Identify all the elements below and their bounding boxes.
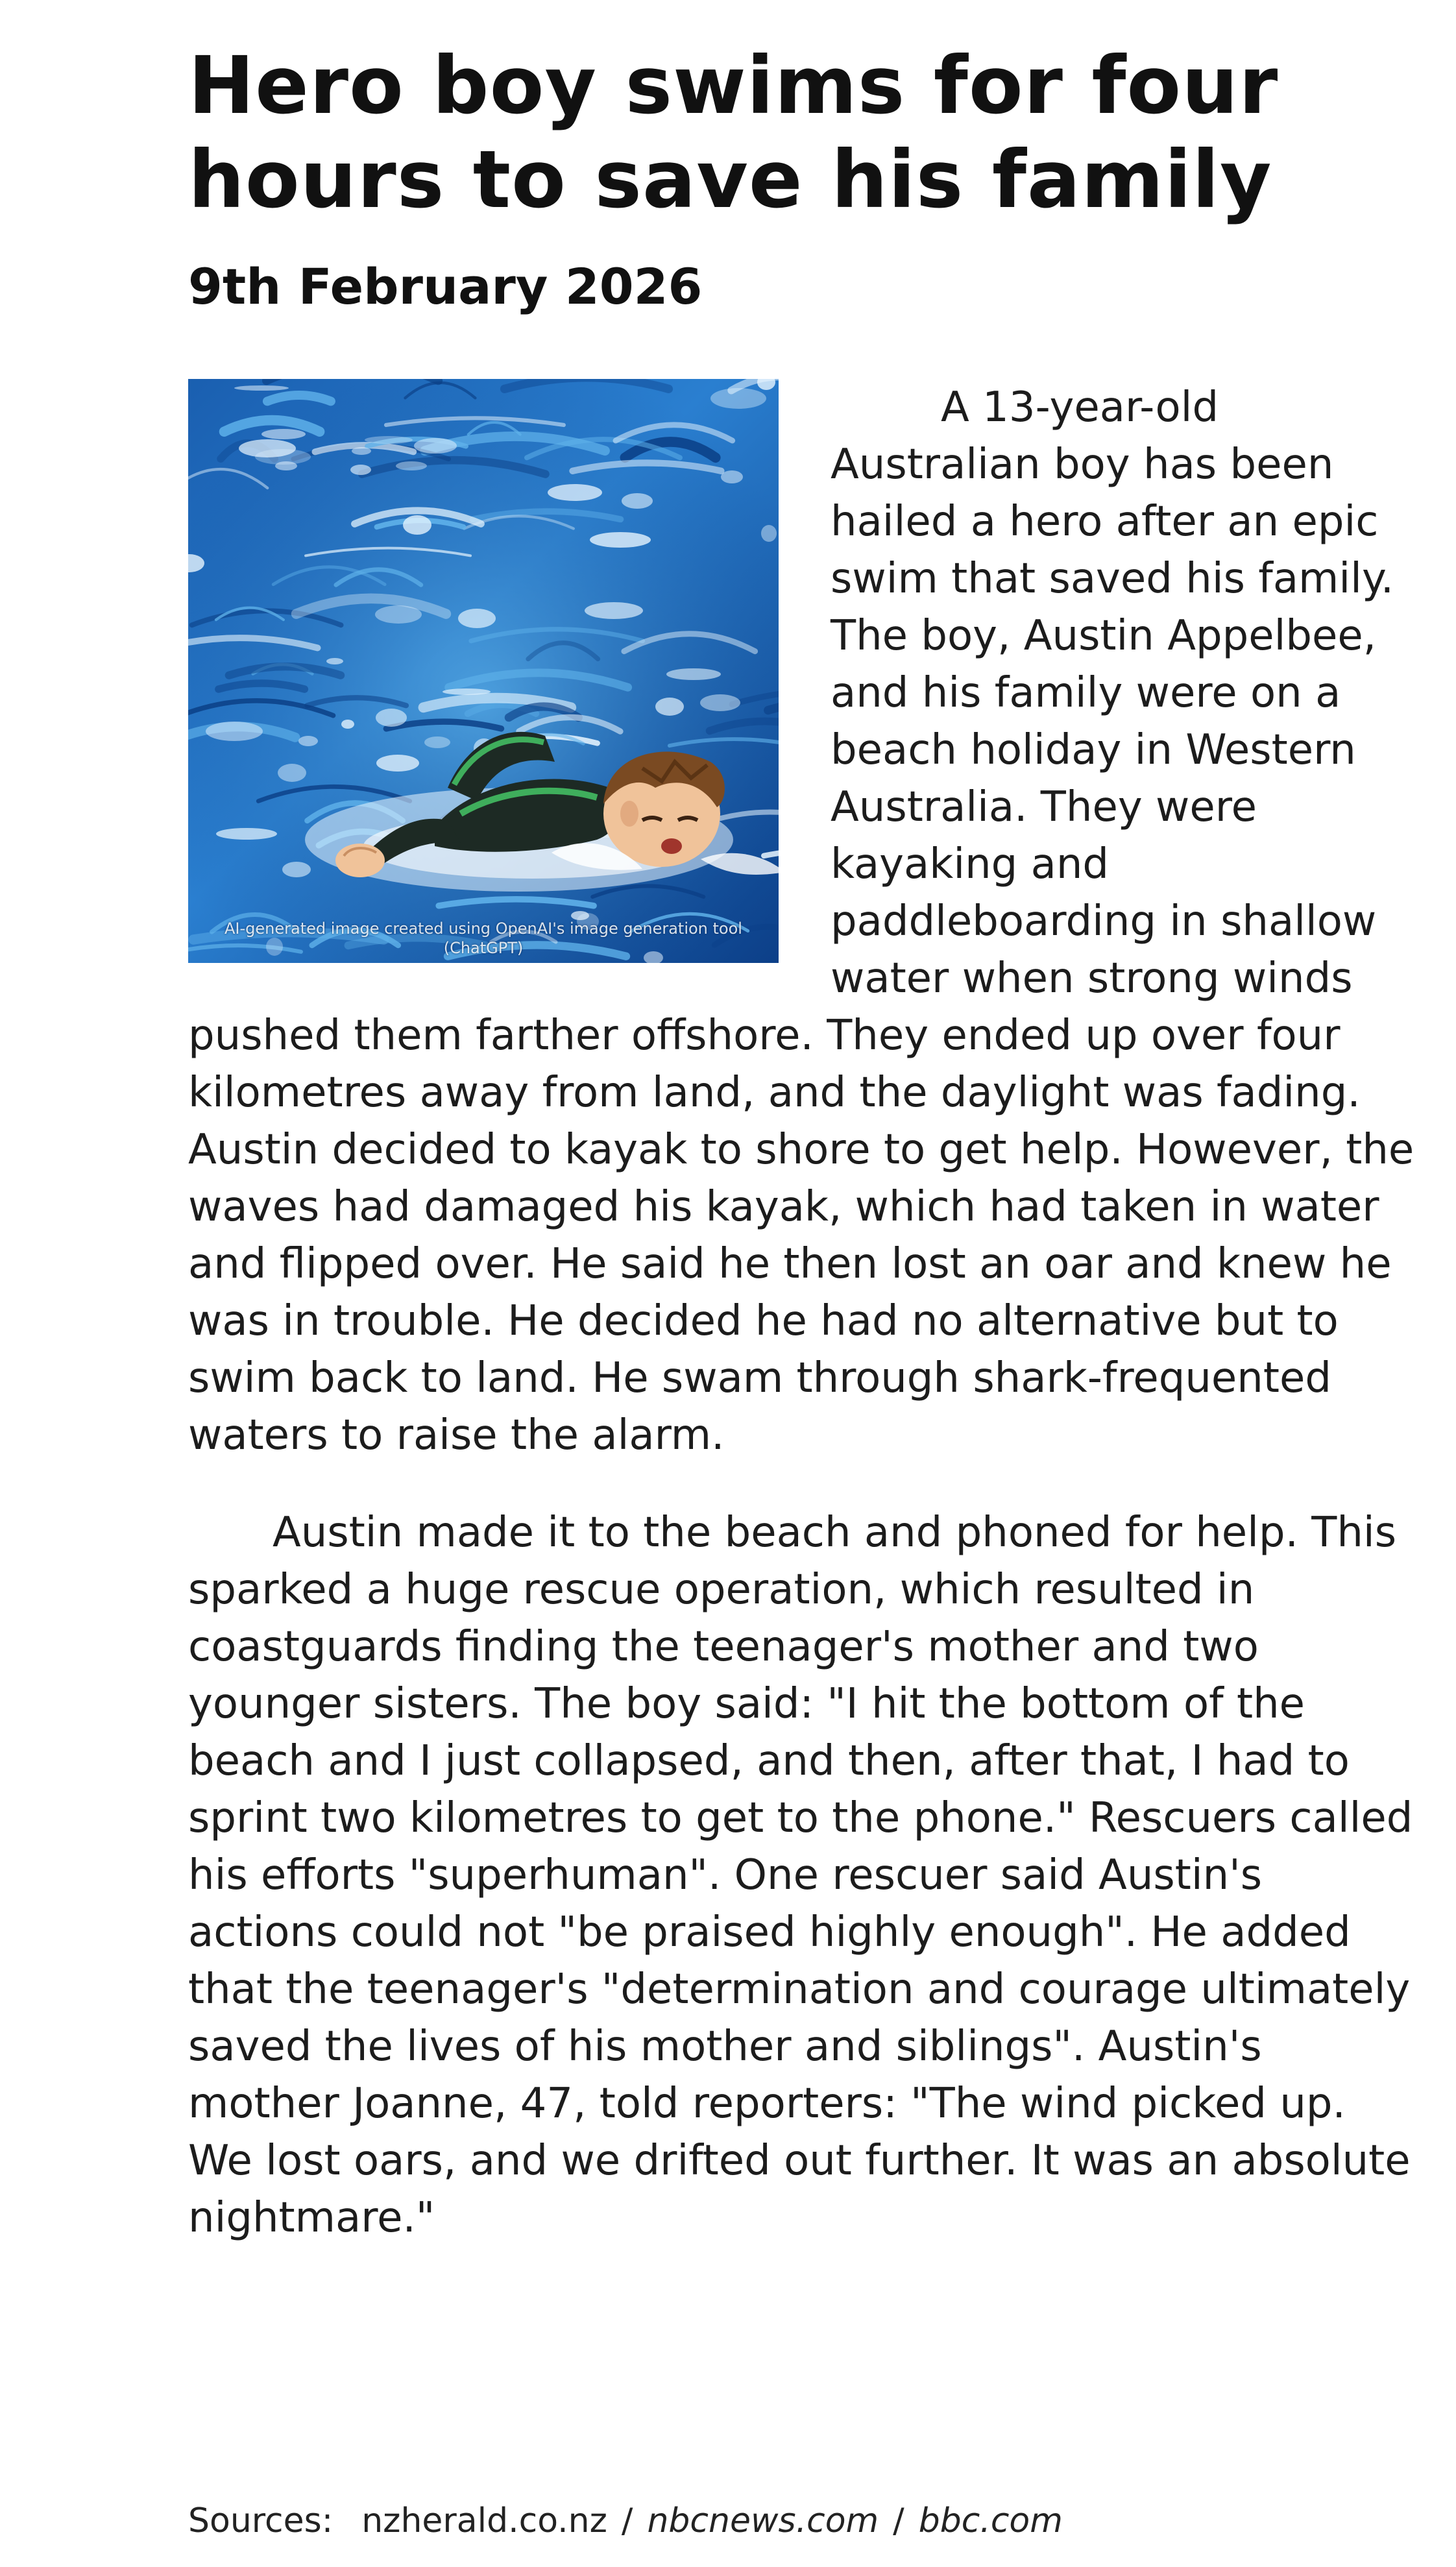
- foam-patch: [282, 862, 311, 877]
- foam-patch: [365, 436, 413, 444]
- foam-patch: [396, 461, 427, 470]
- paragraph-2: Austin made it to the beach and phoned for help. This sparked a huge rescue operation, which resulted in coastguards finding the teenager's mother and two younger sisters. The boy said: "I hit the bottom of the beach and I just collapsed, and then, after that, I had to sprint two kilometres to get to the phone." Rescuers called his efforts "superhuman". One rescuer said Austin's actions could not "be praised highly enough". He added that the teenager's "determination and courage ultimately saved the lives of his mother and siblings". Austin's mother Joanne, 47, told reporters: "The wind picked up. We lost oars, and we drifted out further. It was an absolute nightmare.": [188, 1509, 1413, 2242]
- foam-patch: [424, 736, 450, 748]
- foam-patch: [376, 709, 407, 727]
- foam-patch: [278, 764, 306, 782]
- foam-patch: [341, 720, 354, 729]
- foam-patch: [590, 532, 651, 548]
- paragraph-1: A 13-year-old Australian boy has been hailed a hero after an epic swim that saved his family. The boy, Austin Appelbee, and his family were on a beach holiday in Western Australia. They were kayaking and paddleboarding in shallow water when strong winds pushed them farther offshore. They ended up over four kilometres away from land, and the daylight was fading. Austin decided to kayak to shore to get help. However, the waves had damaged his kayak, which had taken in water and flipped over. He said he then lost an oar and knew he was in trouble. He decided he had no alternative but to swim back to land. He swam through shark-frequented waters to raise the alarm.: [188, 383, 1414, 1459]
- article-page: [188, 39, 1421, 2540]
- source-separator: /: [893, 2501, 904, 2540]
- foam-patch: [761, 525, 777, 542]
- foam-patch: [350, 465, 371, 475]
- foam-patch: [326, 658, 343, 664]
- foam-patch: [700, 694, 740, 711]
- source-bbc: bbc.com: [918, 2501, 1063, 2540]
- foam-patch: [216, 828, 277, 840]
- article-date: 9th February 2026: [188, 258, 703, 315]
- foam-patch: [458, 609, 496, 628]
- foam-patch: [443, 688, 491, 695]
- foam-patch: [710, 388, 766, 409]
- foam-patch: [622, 493, 653, 509]
- image-caption: AI-generated image created using OpenAI's image generation tool (ChatGPT): [224, 919, 742, 957]
- foam-patch: [721, 470, 743, 483]
- foam-patch: [666, 668, 721, 680]
- headline: Hero boy swims for four hours to save his family: [188, 40, 1279, 226]
- foam-patch: [548, 484, 602, 501]
- source-separator: /: [621, 2501, 633, 2540]
- foam-patch: [403, 515, 431, 535]
- foam-patch: [376, 755, 419, 772]
- foam-patch: [298, 736, 318, 746]
- sources-line: [188, 2498, 1063, 2544]
- source-nzherald: nzherald.co.nz: [361, 2501, 607, 2540]
- foam-patch: [655, 698, 684, 716]
- foam-patch: [261, 429, 306, 439]
- swimmer-image: [188, 379, 779, 963]
- foam-patch: [585, 602, 643, 619]
- source-nbcnews: nbcnews.com: [647, 2501, 879, 2540]
- foam-patch: [234, 385, 289, 391]
- sources-label: Sources:: [188, 2501, 334, 2540]
- foam-patch: [375, 605, 422, 624]
- foam-patch: [414, 438, 457, 454]
- article-body: [188, 379, 1421, 2246]
- swimmer-illustration: [188, 379, 779, 963]
- foam-patch: [255, 449, 311, 465]
- foam-patch: [206, 722, 263, 741]
- foam-patch: [352, 447, 371, 455]
